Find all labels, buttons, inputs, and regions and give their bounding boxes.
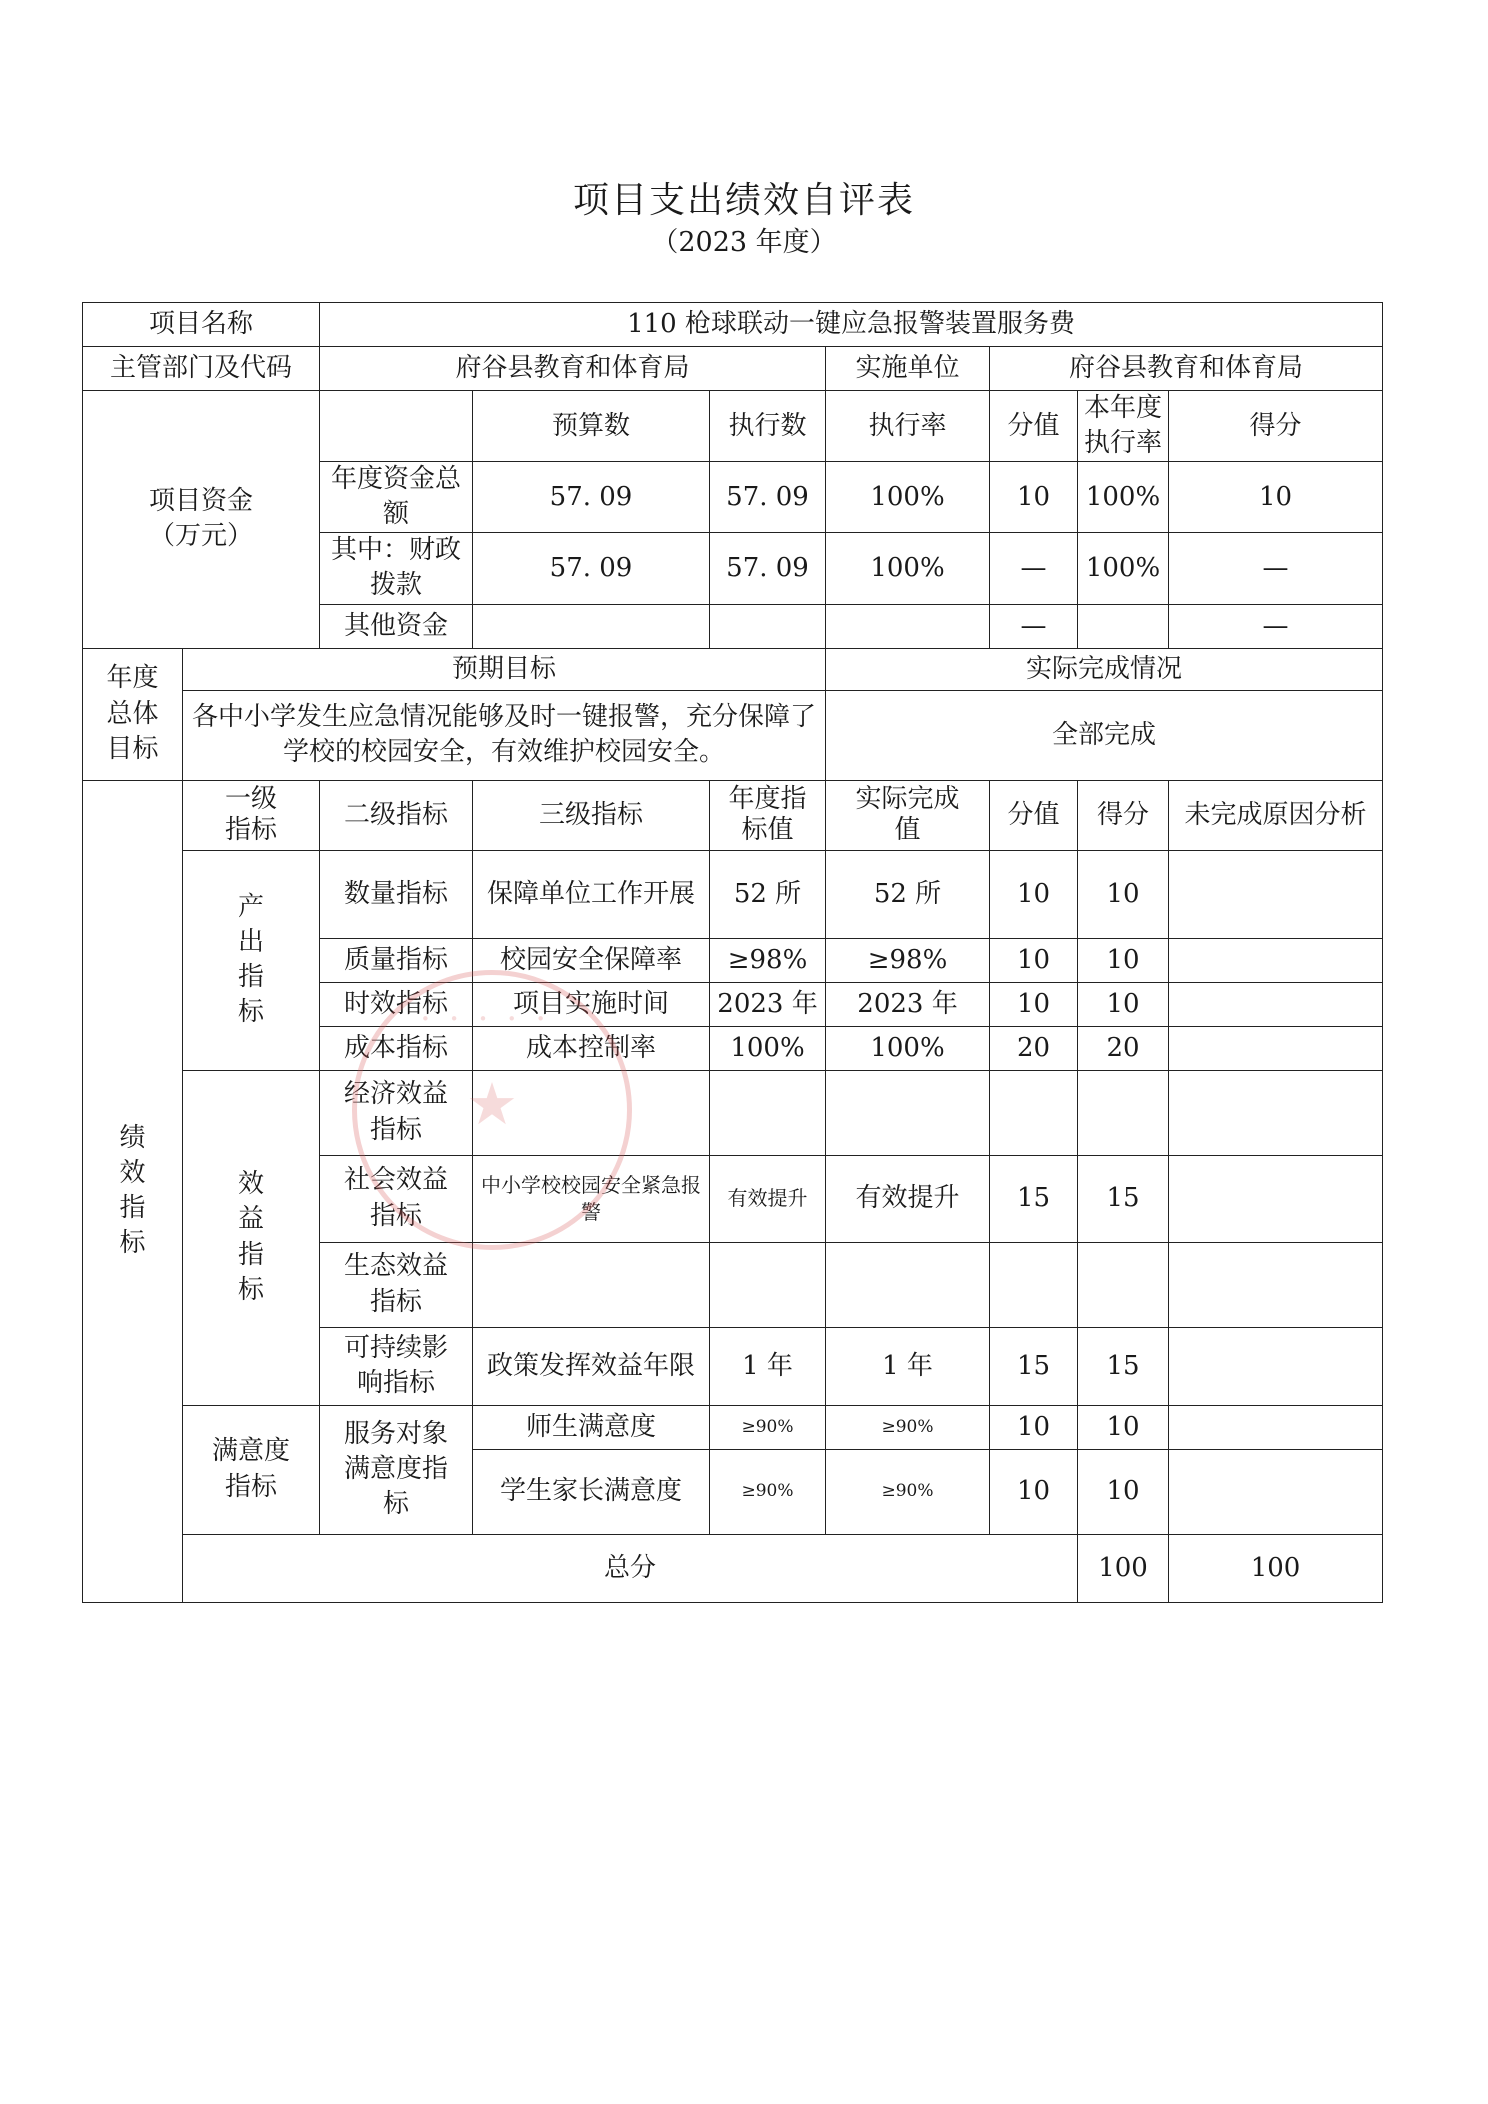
indicator-reason [1169,1026,1383,1070]
indicator-target: 1 年 [710,1327,826,1405]
impl-unit-value: 府谷县教育和体育局 [990,347,1383,391]
indicator-l3: 师生满意度 [473,1405,710,1449]
funds-label: 项目资金 （万元） [83,391,320,649]
indicator-l3: 成本控制率 [473,1026,710,1070]
indicator-reason [1169,982,1383,1026]
project-name-row [83,303,1383,347]
funds-row-score-value: — [990,604,1078,648]
page-subtitle: （2023 年度） [651,227,837,258]
indicator-score: 20 [1078,1026,1169,1070]
indicator-l3: 政策发挥效益年限 [473,1327,710,1405]
funds-header-executed: 执行数 [710,391,826,462]
indicator-value: 20 [990,1026,1078,1070]
indicators-header-l3: 三级指标 [473,780,710,850]
indicator-l2: 数量指标 [320,850,473,938]
indicator-target: ≥90% [710,1449,826,1534]
funds-row-rate: 100% [826,533,990,604]
total-score: 100 [1169,1534,1383,1602]
total-row [83,1534,1383,1602]
funds-row-budget: 57. 09 [473,533,710,604]
indicator-target: ≥98% [710,938,826,982]
indicator-score: 10 [1078,1405,1169,1449]
funds-row-rate [826,604,990,648]
funds-row-year-rate: 100% [1078,462,1169,533]
indicator-reason [1169,1070,1383,1155]
indicator-target: 有效提升 [710,1155,826,1242]
indicator-target: 100% [710,1026,826,1070]
indicator-l3: 校园安全保障率 [473,938,710,982]
indicator-score: 15 [1078,1327,1169,1405]
indicator-value: 10 [990,938,1078,982]
indicator-actual: 52 所 [826,850,990,938]
indicators-header-row [83,780,1383,850]
indicator-score: 15 [1078,1155,1169,1242]
funds-row-label: 其他资金 [320,604,473,648]
goals-content-row [83,690,1383,780]
evaluation-table [82,302,1383,1603]
indicator-l2: 质量指标 [320,938,473,982]
funds-row-rate: 100% [826,462,990,533]
indicator-row [83,1070,1383,1155]
funds-row-year-rate [1078,604,1169,648]
indicator-actual: ≥90% [826,1405,990,1449]
indicator-score: 10 [1078,850,1169,938]
indicator-l3: 学生家长满意度 [473,1449,710,1534]
funds-row-label: 其中：财政拨款 [320,533,473,604]
indicator-l3: 项目实施时间 [473,982,710,1026]
funds-row-budget: 57. 09 [473,462,710,533]
indicator-score: 10 [1078,982,1169,1026]
goals-actual-text: 全部完成 [826,690,1383,780]
indicator-l2: 生态效益 指标 [320,1242,473,1327]
indicator-target: ≥90% [710,1405,826,1449]
indicators-header-actual: 实际完成 值 [826,780,990,850]
indicator-l2: 社会效益 指标 [320,1155,473,1242]
indicator-value: 15 [990,1155,1078,1242]
funds-row-score: 10 [1169,462,1383,533]
indicators-header-l2: 二级指标 [320,780,473,850]
indicator-actual: ≥98% [826,938,990,982]
indicator-target [710,1242,826,1327]
funds-header-rate: 执行率 [826,391,990,462]
indicator-l2: 时效指标 [320,982,473,1026]
indicator-l2: 可持续影 响指标 [320,1327,473,1405]
indicator-reason [1169,1155,1383,1242]
indicator-row [83,850,1383,938]
indicator-actual: 100% [826,1026,990,1070]
indicator-reason [1169,1405,1383,1449]
department-row [83,347,1383,391]
total-value: 100 [1078,1534,1169,1602]
indicator-score [1078,1242,1169,1327]
indicator-value: 10 [990,850,1078,938]
goals-header-row [83,648,1383,690]
funds-header-row [83,391,1383,462]
indicator-l3 [473,1070,710,1155]
indicator-score: 10 [1078,1449,1169,1534]
output-group-label: 产 出 指 标 [183,850,320,1070]
funds-row-score-value: — [990,533,1078,604]
goals-actual-header: 实际完成情况 [826,648,1383,690]
funds-row-label: 年度资金总额 [320,462,473,533]
project-name-value: 110 枪球联动一键应急报警装置服务费 [320,303,1383,347]
indicator-l3: 保障单位工作开展 [473,850,710,938]
funds-row-score: — [1169,533,1383,604]
funds-header-score: 得分 [1169,391,1383,462]
indicator-actual [826,1242,990,1327]
seal-ring-text: ····· [419,999,565,1039]
funds-row-score-value: 10 [990,462,1078,533]
indicator-score: 10 [1078,938,1169,982]
indicators-header-value: 分值 [990,780,1078,850]
goals-expected-header: 预期目标 [183,648,826,690]
indicator-actual: 有效提升 [826,1155,990,1242]
goals-label: 年度 总体 目标 [83,648,183,780]
indicators-header-reason: 未完成原因分析 [1169,780,1383,850]
funds-header-budget: 预算数 [473,391,710,462]
indicator-value: 15 [990,1327,1078,1405]
department-label: 主管部门及代码 [83,347,320,391]
satisfaction-group-label: 满意度 指标 [183,1405,320,1534]
funds-row-year-rate: 100% [1078,533,1169,604]
indicators-label: 绩 效 指 标 [83,780,183,1602]
indicator-l3: 中小学校校园安全紧急报警 [473,1155,710,1242]
satisfaction-l2: 服务对象 满意度指 标 [320,1405,473,1534]
indicator-value: 10 [990,1449,1078,1534]
indicator-l2: 成本指标 [320,1026,473,1070]
indicator-l3 [473,1242,710,1327]
impl-unit-label: 实施单位 [826,347,990,391]
page-title: 项目支出绩效自评表 [572,180,915,221]
funds-row-executed: 57. 09 [710,462,826,533]
indicator-actual [826,1070,990,1155]
indicator-reason [1169,1327,1383,1405]
indicator-reason [1169,1449,1383,1534]
indicator-score [1078,1070,1169,1155]
indicator-actual: 2023 年 [826,982,990,1026]
indicator-reason [1169,850,1383,938]
indicators-header-score: 得分 [1078,780,1169,850]
funds-header-blank [320,391,473,462]
goals-expected-text: 各中小学发生应急情况能够及时一键报警，充分保障了学校的校园安全，有效维护校园安全。 [183,690,826,780]
benefit-group-label: 效 益 指 标 [183,1070,320,1405]
indicators-header-target: 年度指 标值 [710,780,826,850]
indicator-reason [1169,938,1383,982]
funds-row-score: — [1169,604,1383,648]
indicator-value [990,1070,1078,1155]
star-icon: ★ [466,1070,518,1138]
funds-row-executed: 57. 09 [710,533,826,604]
indicator-target: 52 所 [710,850,826,938]
funds-header-year-rate: 本年度执行率 [1078,391,1169,462]
indicator-l2: 经济效益 指标 [320,1070,473,1155]
funds-row-executed [710,604,826,648]
project-name-label: 项目名称 [83,303,320,347]
indicator-actual: 1 年 [826,1327,990,1405]
indicator-value [990,1242,1078,1327]
total-label: 总分 [183,1534,1078,1602]
indicator-target: 2023 年 [710,982,826,1026]
funds-header-score-value: 分值 [990,391,1078,462]
indicators-header-l1: 一级 指标 [183,780,320,850]
indicator-value: 10 [990,982,1078,1026]
department-value: 府谷县教育和体育局 [320,347,826,391]
indicator-actual: ≥90% [826,1449,990,1534]
indicator-reason [1169,1242,1383,1327]
indicator-row [83,1405,1383,1449]
funds-row-budget [473,604,710,648]
indicator-target [710,1070,826,1155]
indicator-value: 10 [990,1405,1078,1449]
